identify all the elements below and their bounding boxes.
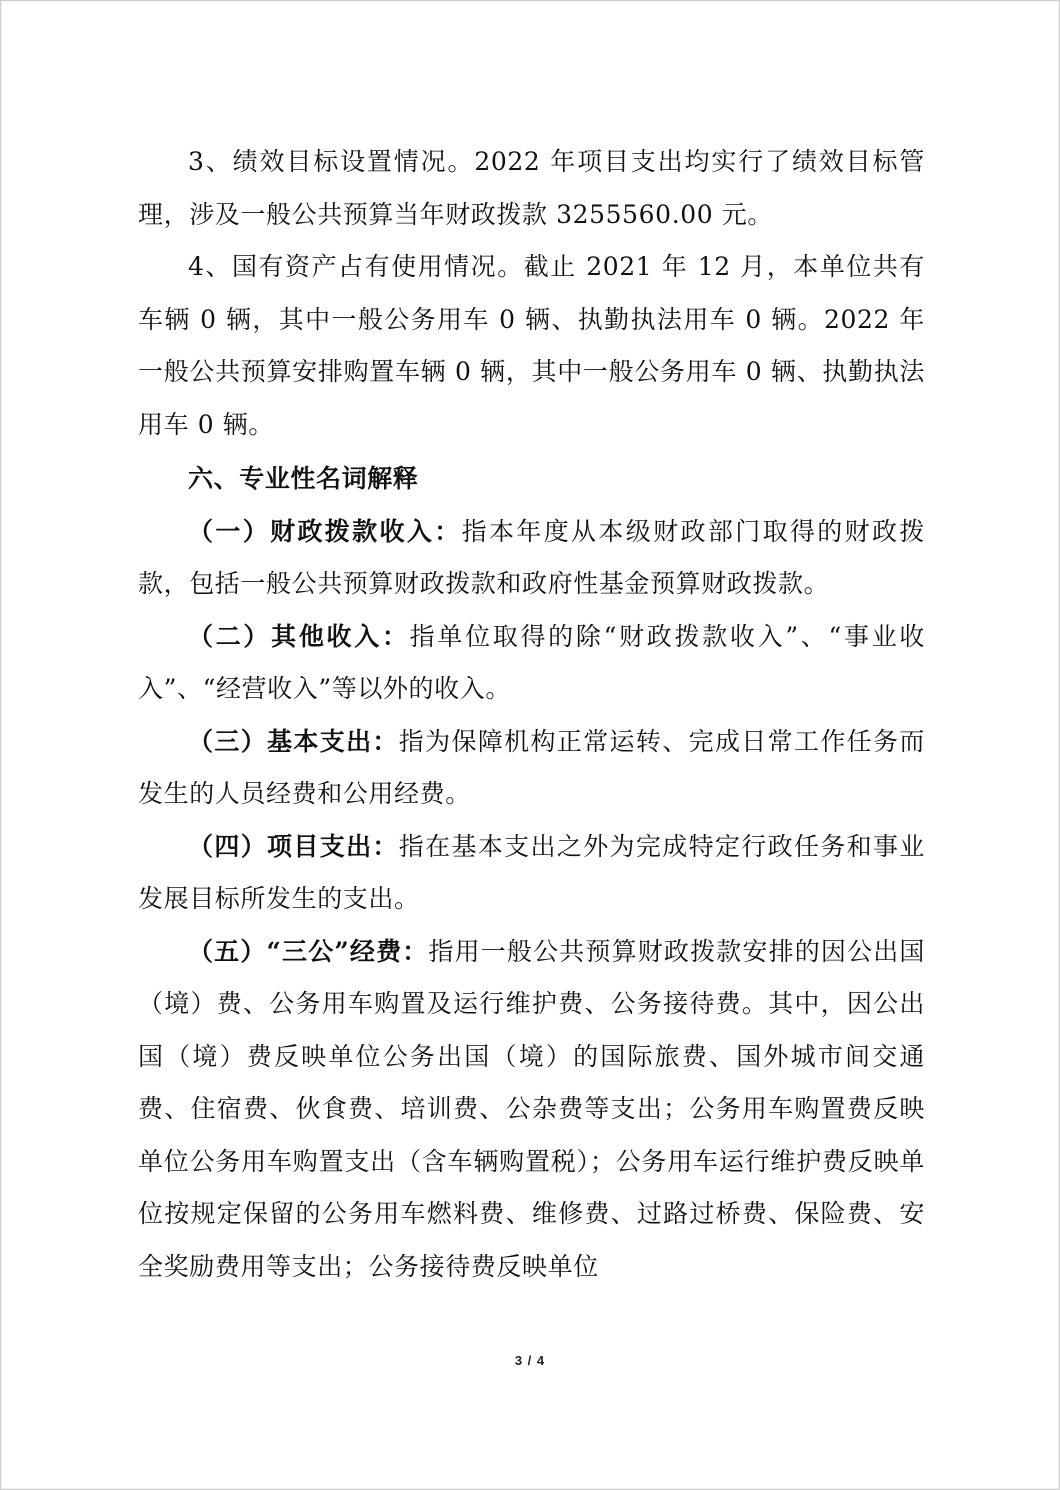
paragraph-performance-targets: 3、绩效目标设置情况。2022 年项目支出均实行了绩效目标管理，涉及一般公共预算当年财政拨款 3255560.00 元。: [138, 147, 925, 229]
definition-text: 指用一般公共预算财政拨款安排的因公出国（境）费、公务用车购置及运行维护费、公务接待费。其中，因公出国（境）费反映单位公务出国（境）的国际旅费、国外城市间交通费、住宿费、伙食费、培训费、公杂费等支出；公务用车购置费反映单位公务用车购置支出（含车辆购置税）；公务用车运行维护费反映单位按规定保留的公务用车燃料费、维修费、过路过桥费、保险费、安全奖励费用等支出；公务接待费反映单位: [138, 936, 925, 1281]
page-number: 3 / 4: [514, 1353, 546, 1368]
definition-three-public-expenses: [138, 926, 925, 1294]
definition-term: （三）基本支出：: [188, 726, 399, 756]
definition-term: （一）财政拨款收入：: [188, 516, 462, 546]
definition-text: 指本年度从本级财政部门取得的财政拨款，包括一般公共预算财政拨款和政府性基金预算财政拨款。: [138, 516, 925, 598]
definition-project-expenditure: [138, 821, 925, 926]
definition-text: 指单位取得的除“财政拨款收入”、“事业收入”、“经营收入”等以外的收入。: [138, 621, 926, 703]
definition-text: 指为保障机构正常运转、完成日常工作任务而发生的人员经费和公用经费。: [138, 726, 925, 808]
definition-term: （四）项目支出：: [188, 831, 399, 861]
document-body: [138, 136, 925, 1293]
definition-other-income: [138, 611, 925, 716]
paragraph-state-assets: 4、国有资产占有使用情况。截止 2021 年 12 月，本单位共有车辆 0 辆，其中一般公务用车 0 辆、执勤执法用车 0 辆。2022 年一般公共预算安排购置车辆 0 辆，其中一般公务用车 0 辆、执勤执法用车 0 辆。: [138, 252, 925, 439]
definition-fiscal-appropriation: [138, 506, 925, 611]
definition-term: （二）其他收入：: [188, 621, 410, 651]
section-heading: 六、专业性名词解释: [188, 464, 419, 493]
definition-term: （五）“三公”经费：: [188, 936, 429, 966]
definition-text: 指在基本支出之外为完成特定行政任务和事业发展目标所发生的支出。: [138, 831, 925, 913]
definition-basic-expenditure: [138, 716, 925, 821]
